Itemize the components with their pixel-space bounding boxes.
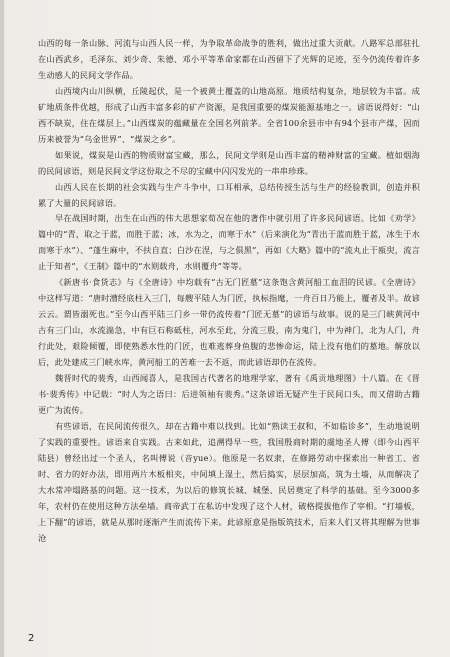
paragraph-2: 山西境内山川纵横，丘陵起伏，是一个被黄土覆盖的山地高原。地质结构复杂，地层较为丰富。成矿地质条件优越，形成了山西丰富多彩的矿产资源，是我国重要的煤炭能源基地之一。谚语说得好：“山西不缺炭，住在煤层上。”山西煤炭的蕴藏量在全国名列前茅。全省100余县市中有94个县市产煤，因而历来被誉为“乌金世界”、“煤炭之乡”。: [38, 85, 420, 144]
paragraph-7: 魏晋时代的裴秀，山西闻喜人，是我国古代著名的地理学家，著有《禹贡地理图》十八篇。在《晋书·裴秀传》中记载：“时人为之语曰：后进领袖有裴秀。”这条谚语无疑产生于民间口头，而又借助古籍更广为流传。: [38, 373, 420, 415]
paragraph-3: 如果说，煤炭是山西的物质财富宝藏，那么，民间文学则是山西丰富的精神财富的宝藏。植如烟海的民间谚语，则是民间文学这份取之不尽的宝藏中闪闪发光的一串串珍珠。: [38, 149, 420, 176]
binding-shadow: [0, 0, 4, 657]
page-body: [38, 36, 420, 547]
paragraph-5: 早在战国时期，出生在山西的伟大思想家荀况在他的著作中就引用了许多民间谚语。比如《劝学》篇中的“青，取之于蓝，而胜于蓝；冰，水为之，而寒于水”（后来演化为“青出于蓝而胜于蓝，冰生于水而寒于水”）、“蓬生麻中，不扶自直；白沙在涅，与之俱黑”，再如《大略》篇中的“流丸止于瓯臾，流言止于知者”，《王制》篇中的“水则载舟，水则覆舟”等等。: [38, 213, 420, 272]
paragraph-1: 山西的每一条山脉、河流与山西人民一样，为争取革命战争的胜利，做出过重大贡献。八路军总部驻扎在山西武乡，毛泽东、刘少奇、朱德、邓小平等革命家都在山西留下了光辉的足迹，至今仍流传着许多生动感人的民间文学作品。: [38, 38, 420, 80]
paragraph-8: 有些谚语，在民间流传很久，却在古籍中难以找到。比如“熟读王叔和，不如临诊多”，生动地说明了实践的重要性。谚语来自实践。古来如此，追溯得早一些，我国殷商时期的虞地圣人傅（即今山西平陆县）曾经出过一个圣人，名叫傅说（音yue）。他原是一名奴隶，在修路劳动中探索出一种省工、省时、省力的好办法，即用两片木板相夹，中间填上湿土，然后捣实，层层加高，筑为土墙，从而解决了大水常冲塌路基的问题。这一技术，为以后的修筑长城、城堡、民居奠定了科学的基础。至今3000多年，农村仍在使用这种方法垒墙。商帝武丁在私访中发现了这个人材，破格提拔他作了宰相。“打墙板，上下翻”的谚语，就是从那时逐渐产生而流传下来。此谚原意是指版筑技术，后来人们又将其理解为世事沧: [38, 420, 420, 543]
paragraph-4: 山西人民在长期的社会实践与生产斗争中，口耳相承，总结传授生活与生产的经验教训，创造并积累了大量的民间谚语。: [38, 181, 420, 208]
paragraph-6: 《新唐书·食货志》与《全唐诗》中均载有“古无门匠墓”这条饱含黄河船工血泪的民谚。《全唐诗》中这样写道：“唐时漕经底柱入三门，每艘平陆人为门匠，执标指麾，一舟百日乃能上，覆者及半。故谚云云。谓皆溺死也。”至今山西平陆三门乡一带仍流传着“门匠无墓”的谚语与故事。说的是三门峡黄河中古有三门山，水流湍急，中有巨石称砥柱，河水至此，分流三股，南为鬼门，中为神门，北为人门，舟行此处，艰险倾覆，即使熟悉水性的门匠，也难逃葬身鱼腹的悲惨命运，陆上没有他们的墓地。解放以后，此处建成三门峡水库，黄河船工的苦难一去不返，而此谚语却仍在流传。: [38, 277, 420, 368]
page-number: 2: [28, 633, 35, 644]
